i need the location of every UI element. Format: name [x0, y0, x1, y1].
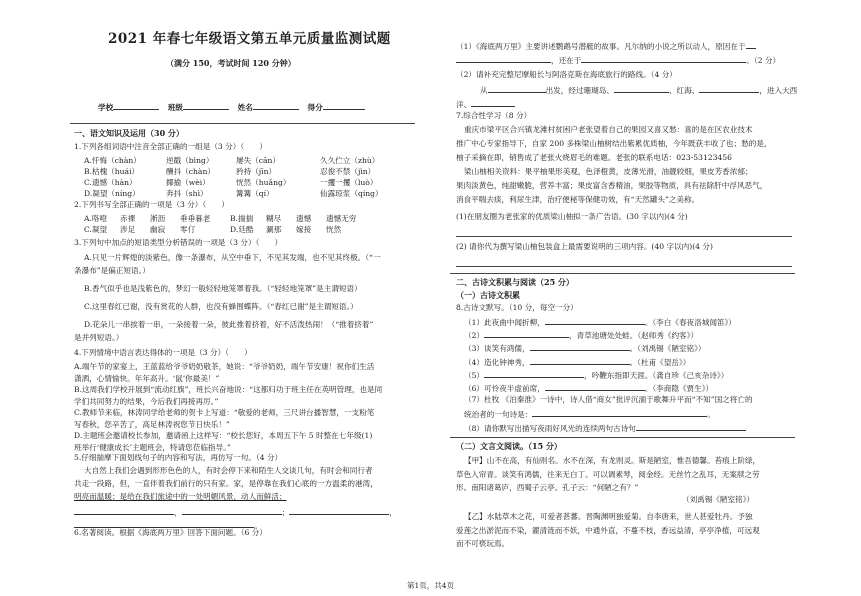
- score-blank[interactable]: [323, 101, 365, 110]
- section-2-title: 二、古诗文积累与阅读（25 分）: [456, 277, 574, 287]
- q8-item: （4）造化钟神秀， 。（杜甫《望岳》）: [464, 357, 691, 367]
- q2-option-cell: B.揣揣: [230, 214, 254, 223]
- q4-option-line: 班举行‘健康成长’主题班会，特请您莅临指导。”: [74, 442, 231, 452]
- class-blank[interactable]: [183, 101, 229, 110]
- q1-option-cell: D.凝望（níng）: [84, 189, 140, 198]
- passage-yi-line: 爱莲之出淤泥而不染，濯清涟而不妖，中通外直，不蔓不枝，香远益清，亭亭净植，可远观: [456, 525, 760, 535]
- q2-option-cell: 幽寂: [150, 225, 166, 234]
- q3-option-line: A.只见一片辉煌的淡紫色，像一条瀑布，从空中垂下，不见其发端，也不见其终极。（“一: [84, 253, 381, 262]
- q1-option-cell: 篝篝（qí）: [236, 189, 274, 198]
- section-1-title: 一、语文知识及运用（30 分）: [74, 128, 184, 138]
- q8-item: （5） ，吟鞭东指即天涯。（龚自珍《己亥杂诗》）: [464, 370, 729, 380]
- question-6: 6.名著阅读。根据《海底两万里》回答下面问题。（6 分）: [74, 528, 267, 537]
- passage-yi-line: 而不可亵玩焉。: [456, 539, 510, 548]
- q7-material-line: 果肉淡黄色，纯甜嫩脆，营养丰富；果皮富含香精油，果胶等物质，具有祛除肝中浮风恶气，: [456, 181, 768, 190]
- q6-part-1-blanks: ，还在于 。（2 分）: [456, 54, 780, 66]
- q7-part-2: (2) 请你代为撰写梁山柚包装盒上最需要说明的三项内容。(40 字以内)(4 分): [456, 242, 713, 251]
- q1-option-cell: 忍俊不禁（jìn）: [320, 167, 376, 176]
- question-8: 8.古诗文默写。（10 分，每空一分）: [456, 303, 578, 312]
- answer-blank[interactable]: [289, 506, 389, 515]
- score-label: 得分: [307, 103, 323, 112]
- school-label: 学校: [98, 103, 114, 112]
- answer-line[interactable]: [456, 236, 792, 237]
- q1-option-cell: 逆戳（bìng）: [166, 156, 214, 165]
- section-divider: [450, 437, 795, 438]
- q7-material-line: 推广中心专家指导下，自家 200 多株梁山柚树结出紫累优质柚，今年既获丰收了也；愁的是，: [456, 139, 772, 148]
- section-2-subtitle-1: （一）古诗文积累: [456, 290, 520, 300]
- q4-option-line: A.端午节的家宴上，王蓝蓝给爷爷奶奶敬茶，她说：“爷爷奶奶，端午节安康！祝你们生活: [74, 362, 375, 371]
- q3-option-line: D.花朵儿一串挨着一串，一朵接着一朵，彼此推着挤着，好不活泼热闹！（“推着挤着”: [84, 320, 374, 329]
- question-1: 1.下列各组词语中注音全部正确的一组是（3 分）（ ）: [74, 142, 267, 151]
- passage-jia-source: （刘禹锡《陋室铭》）: [682, 495, 755, 504]
- q7-material-line: 重庆市梁平区合兴镇龙滩村贫困户老张望着自己的果园又喜又愁：喜的是在区农业技术: [464, 125, 753, 134]
- answer-blank[interactable]: [456, 54, 551, 63]
- question-2: 2.下列书写全部正确的一项是（3 分）（ ）: [74, 200, 229, 209]
- passage-jia-line: 草色入帘青。谈笑有鸿儒，往来无白丁。可以调素琴，阅金经。无丝竹之乱耳，无案牍之劳: [456, 469, 760, 479]
- q5-answer-blanks: ， ； ，: [74, 506, 397, 518]
- q4-option-line: 写春秋，您辛苦了，高足林涛祝您节日快乐！”: [74, 419, 230, 429]
- answer-blank[interactable]: [530, 356, 630, 365]
- q5-passage-line: 大自然上我们会遇到形形色色的人，有时会停下来和陌生人交谈几句，有时会和同行者: [84, 466, 373, 475]
- q2-option-cell: 涮那: [266, 225, 282, 234]
- q2-option-cell: A.咯噔: [84, 214, 108, 223]
- answer-blank[interactable]: [530, 342, 630, 351]
- info-fields: [98, 101, 365, 113]
- q1-option-cell: 矜持（jīn）: [236, 167, 277, 176]
- q2-option-cell: 赤裸: [120, 214, 136, 223]
- answer-line[interactable]: [456, 266, 792, 267]
- q8-item: （1）此夜曲中闻折柳， 。（李白《春夜洛城闻笛》）: [464, 318, 736, 327]
- q3-option-line: 是并列短语。）: [74, 333, 124, 342]
- q3-option-line: C.这里春红已谢，没有赏花的人群，也没有蜂围蝶阵。（“春红已谢”是主谓短语。）: [84, 302, 358, 311]
- q1-option-cell: 恍然（huǎng）: [236, 178, 291, 187]
- answer-blank[interactable]: [545, 382, 645, 391]
- question-4: 4.下列情境中语言表达得体的一项是（3 分）（ ）: [74, 348, 252, 357]
- answer-blank[interactable]: [699, 84, 759, 93]
- q4-option-line: D.主题班会邀请校长参加，邀请函上这样写：“校长您好，本周五下午 5 时整在七年级(1): [74, 431, 373, 440]
- answer-blank[interactable]: [614, 84, 669, 93]
- q4-option-line: C.教师节来临，林涛同学给老师的贺卡上写道：“敬爱的老师，三尺讲台播智慧，一支粉笔: [74, 408, 375, 417]
- q2-option-cell: 淅沥: [150, 214, 166, 223]
- answer-blank[interactable]: [532, 408, 707, 417]
- class-label: 班级: [167, 103, 184, 112]
- passage-jia-line: 【甲】山不在高，有仙则名。水不在深，有龙则灵。斯是陋室，惟吾德馨。苔痕上阶绿，: [464, 456, 761, 465]
- q2-option-cell: D.廷酷: [230, 225, 254, 234]
- question-5: 5.仔细揣摩下面划线句子的内容和写法，再仿写一句。（4 分）: [74, 453, 283, 462]
- q3-option-line: 条瀑布”是偏正短语。）: [74, 266, 151, 275]
- q1-option-cell: C.遗憾（hàn）: [84, 178, 137, 187]
- q5-answer-blanks: 。: [74, 519, 262, 531]
- q7-part-1: (1)在朋友圈为老张家的优质梁山柚拟一条广告语。(30 字以内)(4 分): [456, 212, 688, 221]
- q2-option-cell: 遗憾无穷: [326, 214, 357, 223]
- q2-option-cell: C.凝望: [84, 225, 108, 234]
- q7-material-line: 梁山柚相关资料：果平柚果形美观，色泽橙黄，皮薄光滑，油靓较细，果皮芳香浓郁；: [464, 167, 753, 176]
- passage-yi-line: 【乙】水陆草木之花，可爱者甚蕃。晋陶渊明独爱菊。自李唐来，世人甚爱牡丹。予独: [464, 512, 753, 521]
- section-divider: [70, 123, 415, 124]
- q5-passage-underlined: 明亮而温暖；是给在我们旅途中的一处明媚风景，动人而鲜活；: [74, 492, 287, 501]
- q2-option-cell: 垂垂暮老: [180, 214, 211, 223]
- q8-item: （7）杜牧 《泊秦淮》一诗中，诗人借“商女”批评沉湎于歌舞升平而“不知”国之将亡的: [464, 395, 753, 405]
- q3-option-line: B.香气似乎也是浅紫色的，梦幻一般轻轻地笼罩着我。（“轻轻地笼罩”是主谓短语）: [84, 284, 362, 293]
- q2-option-cell: 零仃: [180, 225, 196, 234]
- q2-option-cell: 涉足: [120, 225, 136, 234]
- answer-blank[interactable]: [74, 519, 254, 528]
- q6-part-2: （2）请补充完整尼摩船长与阿洛克斯在海底旅行的路线。（4 分）: [456, 70, 677, 79]
- q4-option-line: 潇洒，心情愉快。年年高升。‘鼠’你最美！”: [74, 373, 220, 383]
- passage-jia-line: 形。南阳诸葛庐，西蜀子云亭。孔子云：“何陋之有？”: [456, 483, 639, 492]
- answer-blank[interactable]: [74, 506, 174, 515]
- q2-option-cell: 糊尽: [266, 214, 282, 223]
- q1-option-cell: 酬抖（chàn）: [166, 167, 215, 176]
- answer-blank[interactable]: [488, 84, 546, 93]
- q4-option-line: 学们共同努力的结果，今后我们再接再厉。”: [74, 396, 219, 406]
- answer-blank[interactable]: [581, 54, 746, 63]
- question-3: 3.下列句中加点的短语类型分析错误的一项是（3 分）（ ）: [74, 238, 283, 247]
- name-label: 姓名: [237, 103, 253, 112]
- q1-option-cell: 揶揄（wèi）: [166, 178, 210, 187]
- page-footer: 第1页，共4页: [406, 581, 455, 590]
- q8-item: （2） ，青草池塘处处蛙。（赵师秀《约客》）: [464, 331, 699, 341]
- exam-subtitle: （满分 150，考试时间 120 分钟）: [166, 58, 296, 68]
- answer-blank[interactable]: [545, 316, 645, 325]
- question-7: 7.综合性学习（8 分）: [456, 111, 532, 120]
- q1-option-cell: 一攫一攫（luò）: [320, 178, 378, 187]
- exam-title: 2021 年春七年级语文第五单元质量监测试题: [108, 31, 391, 47]
- q5-passage-line: 共走一段路，但，一直伴着我们前行的只有家。家，是停靠在我们心底的一方温柔的港湾，: [74, 479, 378, 488]
- answer-blank[interactable]: [636, 422, 746, 431]
- q1-option-cell: 屡失（cān）: [236, 156, 281, 165]
- answer-blank[interactable]: [746, 40, 756, 49]
- section-divider: [450, 273, 795, 274]
- answer-blank[interactable]: [471, 98, 515, 107]
- name-blank[interactable]: [253, 101, 299, 110]
- q8-item: （8）请你默写出描写夜雨好风光的连续两句古诗句: [464, 422, 746, 434]
- q2-option-cell: 嫁接: [296, 225, 312, 234]
- q6-part-1: （1）《海底两万里》主要讲述鹦鹉号潜艇的故事。凡尔纳的小说之所以动人，原因在于: [456, 40, 756, 52]
- q7-material-line: 柚子采摘在即，销售成了老张火烧眉毛的难题。老张的联系电话：023-53123456: [456, 153, 732, 162]
- q8-item: （3）谈笑有鸿儒， 。（刘禹锡《陋室铭》）: [464, 344, 706, 354]
- answer-blank[interactable]: [182, 506, 282, 515]
- q1-option-cell: 久久伫立（zhù）: [320, 156, 380, 165]
- q4-option-line: B.这周我们学校开展到“流动红旗”，班长兴奋地说：“这都归功于班主任在英明管理，也是同: [74, 385, 383, 394]
- q2-option-cell: 遗憾: [296, 214, 312, 223]
- q7-material-line: 消食平喘去痰，利尿生津，治疗便秘等保健功效，有“天然罐头”之美称。: [456, 195, 700, 204]
- q2-option-cell: 恍然: [326, 225, 342, 234]
- section-2-subtitle-2: （二）文言文阅读。（15 分）: [456, 441, 562, 451]
- school-blank[interactable]: [113, 101, 159, 110]
- q1-option-cell: A.忏悔（chàn）: [84, 156, 141, 165]
- q8-item: （6）可怜夜半虚前席， 。（李商隐《贾生》）: [464, 384, 714, 393]
- q8-item: 统治者的一句诗是： 。: [464, 410, 715, 420]
- answer-blank[interactable]: [484, 329, 569, 338]
- q6-route-end: 洋、: [456, 98, 515, 110]
- answer-blank[interactable]: [484, 369, 584, 378]
- q1-option-cell: B.枯槐（huái）: [84, 167, 140, 176]
- q1-option-cell: 奔抖（shì）: [166, 189, 208, 198]
- q6-route: 从 出发，经过珊瑚岛、 、红海、 ，进入大西: [480, 86, 798, 95]
- q1-option-cell: 仙露琼浆（qíng）: [320, 189, 383, 198]
